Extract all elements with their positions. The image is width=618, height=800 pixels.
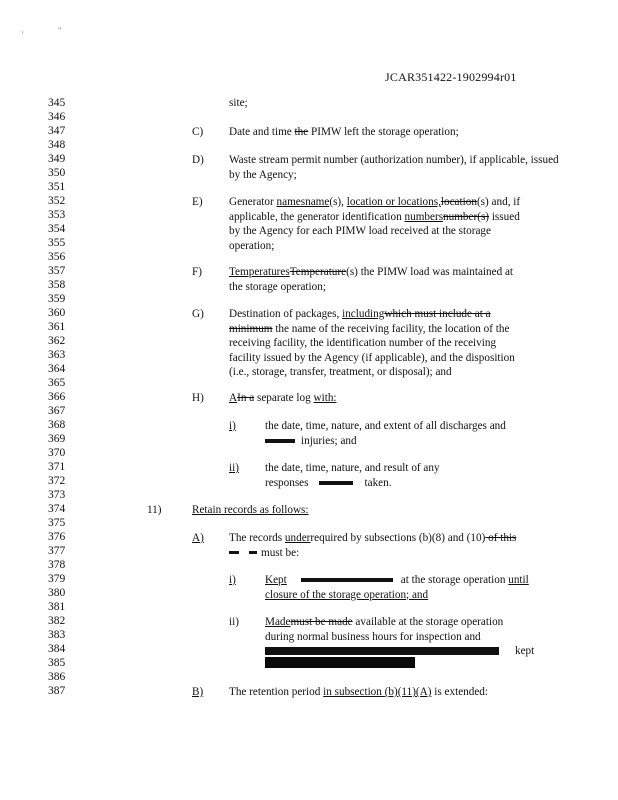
text-run: The records: [229, 532, 285, 544]
item-h-label: H): [192, 392, 204, 404]
redaction-mark: [265, 647, 499, 655]
text-line: [229, 265, 559, 280]
deleted-text: the: [294, 126, 309, 138]
line-number: 387: [48, 685, 66, 697]
inserted-text: Made: [265, 616, 291, 628]
line-number: 372: [48, 475, 66, 487]
line-number: 371: [48, 461, 66, 473]
item-a-ii-text: [265, 615, 565, 659]
line-number: 384: [48, 643, 66, 655]
line-number: 361: [48, 321, 66, 333]
line-number: 369: [48, 433, 66, 445]
deleted-text: Temperature: [289, 266, 347, 278]
item-g-label: G): [192, 308, 204, 320]
deleted-text: of this: [485, 532, 517, 544]
line-number: 345: [48, 97, 66, 109]
inserted-text: Kept: [265, 574, 287, 586]
inserted-text: with:: [313, 392, 337, 404]
deleted-text: minimum: [229, 322, 273, 335]
item-g-text: [229, 307, 559, 380]
inserted-text: A: [229, 392, 238, 404]
deleted-text: must be made: [290, 616, 353, 628]
deleted-text: which must include at a: [384, 308, 491, 320]
item-e-label: E): [192, 196, 203, 208]
line-number: 375: [48, 517, 66, 529]
text-line: by the Agency for each PIMW load received at the storage: [229, 225, 491, 237]
text-line: [229, 546, 559, 561]
redaction-mark: [249, 551, 257, 554]
line-number: 376: [48, 531, 66, 543]
item-11-label: 11): [147, 504, 162, 516]
line-number: 347: [48, 125, 66, 137]
text-run: The retention period: [229, 686, 324, 698]
text-run: separate log: [254, 392, 314, 404]
deleted-text: number(s): [443, 210, 490, 223]
inserted-text: Temperatures: [229, 266, 290, 278]
site-line: site;: [229, 97, 248, 109]
text-run: taken.: [364, 476, 392, 489]
line-number: 367: [48, 405, 66, 417]
line-number: 385: [48, 657, 66, 669]
document-id: JCAR351422-1902994r01: [385, 70, 517, 84]
inserted-text: under: [284, 532, 311, 544]
text-line: [265, 615, 565, 630]
item-h-ii-label: ii): [229, 462, 239, 474]
text-line: the date, time, nature, and extent of all discharges and: [265, 420, 506, 432]
text-line: [229, 307, 559, 322]
line-number: 355: [48, 237, 66, 249]
line-number: 358: [48, 279, 66, 291]
line-number: 374: [48, 503, 66, 515]
item-a-i-text: [265, 573, 565, 602]
line-number: 378: [48, 559, 66, 571]
inserted-text: until: [508, 574, 529, 586]
item-b-text: [229, 685, 559, 700]
line-number: 357: [48, 265, 66, 277]
item-b-label: B): [192, 686, 204, 698]
item-a-ii-label: ii): [229, 616, 239, 628]
text-run: must be:: [261, 546, 300, 559]
redaction-mark: [301, 578, 393, 582]
line-number: 386: [48, 671, 66, 683]
text-run: Date and time: [229, 126, 295, 138]
text-line: operation;: [229, 239, 275, 252]
text-run: available at the storage operation: [352, 616, 504, 628]
line-number: 377: [48, 545, 66, 557]
item-d-text: Waste stream permit number (authorization number), if applicable, issued by the Agency;: [229, 154, 559, 181]
text-run: (s) and, if: [476, 196, 521, 208]
line-number: 364: [48, 363, 66, 375]
text-run: kept: [515, 645, 535, 657]
text-run: PIMW left the storage operation;: [308, 126, 459, 138]
line-number: 368: [48, 419, 66, 431]
line-number: 383: [48, 629, 66, 641]
scan-speck: ": [58, 26, 62, 35]
redaction-mark: [265, 439, 295, 443]
redaction-mark: [229, 551, 239, 554]
item-c-text: [229, 125, 459, 140]
line-number: 381: [48, 601, 66, 613]
inserted-text: in subsection (b)(11)(A): [323, 686, 432, 698]
text-run: applicable, the generator identification: [229, 210, 405, 223]
text-run: responses: [265, 476, 309, 489]
text-run: issued: [489, 210, 520, 223]
text-line: [265, 476, 565, 491]
item-h-i-label: i): [229, 420, 236, 432]
line-number: 359: [48, 293, 66, 305]
text-line: during normal business hours for inspection and: [265, 630, 481, 643]
text-run: injuries; and: [301, 434, 357, 447]
text-line: [229, 210, 559, 225]
line-number: 379: [48, 573, 66, 585]
line-number: 373: [48, 489, 66, 501]
inserted-text: including: [342, 308, 385, 320]
text-run: (s),: [329, 196, 347, 208]
text-run: (s) the PIMW load was maintained at: [346, 266, 514, 278]
text-run: at the storage operation: [400, 574, 509, 586]
inserted-text: numbers: [404, 210, 444, 223]
item-e-text: [229, 195, 559, 253]
text-run: is extended:: [431, 686, 489, 698]
text-line: the storage operation;: [229, 280, 326, 293]
line-number: 350: [48, 167, 66, 179]
line-number: 380: [48, 587, 66, 599]
inserted-text: location or locations,: [346, 196, 441, 208]
text-run: required by subsections (b)(8) and (10): [310, 532, 486, 544]
line-number: 349: [48, 153, 66, 165]
line-number: 353: [48, 209, 66, 221]
scan-speck: ': [22, 30, 24, 39]
item-f-label: F): [192, 266, 202, 278]
deleted-text: In a: [237, 392, 255, 404]
item-c-label: C): [192, 126, 204, 138]
text-line: [265, 434, 565, 449]
deleted-text: location: [440, 196, 477, 208]
line-number: 352: [48, 195, 66, 207]
line-number: 370: [48, 447, 66, 459]
text-line: [229, 531, 559, 546]
text-line: the date, time, nature, and result of any: [265, 462, 440, 474]
line-number: 362: [48, 335, 66, 347]
item-a-text: [229, 531, 559, 560]
text-line: (i.e., storage, transfer, treatment, or disposal); and: [229, 366, 452, 378]
item-11-text: Retain records as follows:: [192, 504, 309, 516]
text-line: closure of the storage operation; and: [265, 588, 429, 601]
line-number: 348: [48, 139, 66, 151]
item-f-text: [229, 265, 559, 294]
text-line: [265, 573, 565, 588]
line-number: 354: [48, 223, 66, 235]
line-number: 356: [48, 251, 66, 263]
text-line: [229, 195, 559, 210]
line-number: 366: [48, 391, 66, 403]
line-number: 365: [48, 377, 66, 389]
redaction-block: [265, 657, 415, 668]
text-run: Generator: [229, 196, 277, 208]
text-run: the name of the receiving facility, the location of the: [272, 322, 510, 335]
text-line: [229, 322, 559, 337]
line-number: 351: [48, 181, 66, 193]
item-a-label: A): [192, 532, 204, 544]
text-run: Destination of packages,: [229, 308, 343, 320]
inserted-text: namesname: [276, 196, 330, 208]
redaction-mark: [319, 481, 353, 485]
item-a-i-label: i): [229, 574, 236, 586]
line-number: 346: [48, 111, 66, 123]
line-number: 360: [48, 307, 66, 319]
line-number: 363: [48, 349, 66, 361]
text-line: facility issued by the Agency (if applicable), and the disposition: [229, 351, 515, 364]
item-h-text: [229, 391, 337, 406]
item-h-ii-text: [265, 461, 565, 490]
item-h-i-text: [265, 419, 565, 448]
text-line: receiving facility, the identification number of the receiving: [229, 337, 497, 349]
line-number: 382: [48, 615, 66, 627]
item-d-label: D): [192, 154, 204, 166]
